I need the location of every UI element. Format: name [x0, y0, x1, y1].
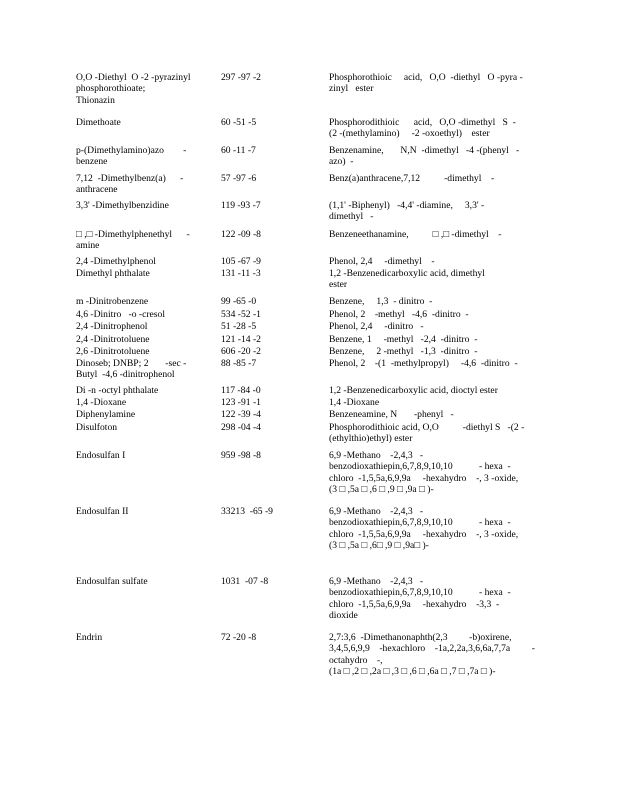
cas-number: 297 -97 -2: [221, 72, 261, 83]
chemical-synonym-line: Phenol, 2,4 -dimethyl -: [329, 256, 435, 267]
cas-number: 99 -65 -0: [221, 296, 257, 307]
chemical-synonym-line: 3,4,5,6,9,9 -hexachloro -1a,2,2a,3,6,6a,7,7a -: [329, 643, 535, 655]
chemical-synonym: [329, 145, 544, 168]
chemical-synonym-line: (ethylthio)ethyl) ester: [329, 433, 413, 445]
compound-name: [76, 72, 216, 106]
chemical-synonym: [329, 321, 544, 332]
chemical-synonym: [329, 450, 544, 496]
compound-name: [76, 200, 216, 211]
compound-name: [76, 422, 216, 433]
compound-name-line: Dinoseb; DNBP; 2 -sec -: [76, 358, 187, 369]
chemical-synonym: [329, 72, 544, 95]
chemical-synonym-line: Benzene, 1 -methyl -2,4 -dinitro -: [329, 334, 478, 345]
compound-name-line: Dimethyl phthalate: [76, 268, 150, 279]
chemical-synonym: [329, 268, 544, 291]
chemical-synonym-line: 6,9 -Methano -2,4,3 -: [329, 576, 424, 587]
compound-name-line: Dimethoate: [76, 117, 121, 128]
compound-name-line: Thionazin: [76, 94, 115, 106]
compound-name: [76, 117, 216, 128]
compound-name: [76, 385, 216, 396]
cas-number: 119 -93 -7: [221, 200, 261, 211]
cas-number: 122 -09 -8: [221, 229, 261, 240]
compound-name-line: p-(Dimethylamino)azo -: [76, 145, 187, 156]
chemical-synonym-line: Benz(a)anthracene,7,12 -dimethyl -: [329, 173, 495, 184]
compound-name: [76, 397, 216, 408]
compound-name-line: Butyl -4,6 -dinitrophenol: [76, 369, 175, 381]
chemical-synonym-line: benzodioxathiepin,6,7,8,9,10,10 - hexa -: [329, 517, 511, 529]
compound-name-line: Endrin: [76, 632, 103, 643]
compound-name-line: 1,4 -Dioxane: [76, 397, 127, 408]
compound-name: [76, 268, 216, 279]
cas-number: 60 -11 -7: [221, 145, 256, 156]
compound-name: [76, 321, 216, 332]
chemical-synonym: [329, 200, 544, 223]
cas-number: 72 -20 -8: [221, 632, 257, 643]
compound-name: [76, 506, 216, 517]
chemical-synonym: [329, 409, 544, 420]
chemical-synonym-line: Phenol, 2 -methyl -4,6 -dinitro -: [329, 309, 469, 320]
chemical-synonym: [329, 422, 544, 445]
cas-number: 33213 -65 -9: [221, 506, 273, 517]
compound-name-line: 2,4 -Dinitrotoluene: [76, 334, 150, 345]
chemical-synonym-line: ester: [329, 279, 348, 291]
compound-name: [76, 576, 216, 587]
chemical-synonym-line: Phenol, 2,4 -dinitro -: [329, 321, 424, 332]
chemical-synonym-line: Phosphorodithioic acid, O,O -dimethyl S -: [329, 117, 516, 128]
chemical-synonym-line: zinyl ester: [329, 83, 374, 95]
chemical-synonym-line: (3 □ ,5a □ ,6□ ,9 □ ,9a□ )-: [329, 540, 429, 552]
compound-name-line: Diphenylamine: [76, 409, 136, 420]
chemical-synonym-line: (3 □ ,5a □ ,6 □ ,9 □ ,9a □ )-: [329, 484, 434, 496]
cas-number: 1031 -07 -8: [221, 576, 269, 587]
compound-name: [76, 346, 216, 357]
chemical-synonym: [329, 173, 544, 184]
chemical-synonym-line: Benzene, 1,3 - dinitro -: [329, 296, 433, 307]
chemical-synonym-line: Phenol, 2 -(1 -methylpropyl) -4,6 -dinitro -: [329, 358, 518, 369]
compound-name: [76, 173, 216, 196]
chemical-synonym-line: Benzene, 2 -methyl -1,3 -dinitro -: [329, 346, 478, 357]
chemical-synonym-line: 1,4 -Dioxane: [329, 397, 380, 408]
compound-name-line: benzene: [76, 156, 108, 168]
chemical-synonym: [329, 256, 544, 267]
chemical-synonym: [329, 334, 544, 345]
compound-name-line: Endosulfan sulfate: [76, 576, 148, 587]
cas-number: 534 -52 -1: [221, 309, 261, 320]
chemical-synonym: [329, 229, 544, 240]
chemical-synonym-line: 6,9 -Methano -2,4,3 -: [329, 506, 424, 517]
compound-name: [76, 358, 216, 381]
chemical-synonym: [329, 309, 544, 320]
compound-name-line: 7,12 -Dimethylbenz(a) -: [76, 173, 184, 184]
chemical-synonym: [329, 296, 544, 307]
compound-name: [76, 334, 216, 345]
cas-number: 121 -14 -2: [221, 334, 261, 345]
chemical-synonym-line: 2,7:3,6 -Dimethanonaphth(2,3 -b)oxirene,: [329, 632, 512, 643]
chemical-synonym-line: azo) -: [329, 156, 354, 168]
compound-name-line: 2,6 -Dinitrotoluene: [76, 346, 150, 357]
cas-number: 117 -84 -0: [221, 385, 261, 396]
cas-number: 122 -39 -4: [221, 409, 261, 420]
compound-name-line: 2,4 -Dimethylphenol: [76, 256, 156, 267]
chemical-synonym: [329, 632, 544, 678]
chemical-synonym: [329, 346, 544, 357]
compound-name-line: phosphorothioate;: [76, 83, 146, 95]
compound-name-line: m -Dinitrobenzene: [76, 296, 149, 307]
compound-name: [76, 296, 216, 307]
chemical-synonym-line: 6,9 -Methano -2,4,3 -: [329, 450, 424, 461]
compound-name-line: Endosulfan II: [76, 506, 129, 517]
cas-number: 57 -97 -6: [221, 173, 257, 184]
compound-name: [76, 229, 216, 252]
compound-name: [76, 632, 216, 643]
chemical-synonym-line: octahydro -,: [329, 654, 383, 666]
chemical-synonym-line: (2 -(methylamino) -2 -oxoethyl) ester: [329, 128, 490, 140]
compound-name: [76, 256, 216, 267]
compound-name: [76, 309, 216, 320]
compound-name-line: 2,4 -Dinitrophenol: [76, 321, 148, 332]
chemical-synonym-line: Benzeneethanamine, □ ,□ -dimethyl -: [329, 229, 502, 240]
cas-number: 88 -85 -7: [221, 358, 257, 369]
cas-number: 131 -11 -3: [221, 268, 261, 279]
compound-name-line: 3,3' -Dimethylbenzidine: [76, 200, 169, 211]
chemical-synonym-line: (1a □ ,2 □ ,2a □ ,3 □ ,6 □ ,6a □ ,7 □ ,7a □ )-: [329, 666, 496, 678]
chemical-synonym-line: Phosphorothioic acid, O,O -diethyl O -pyra -: [329, 72, 523, 83]
compound-name: [76, 145, 216, 168]
chemical-synonym-line: chloro -1,5,5a,6,9,9a -hexahydro -, 3 -oxide,: [329, 528, 519, 540]
cas-number: 51 -28 -5: [221, 321, 257, 332]
cas-number: 60 -51 -5: [221, 117, 257, 128]
compound-name-line: Endosulfan I: [76, 450, 126, 461]
chemical-synonym: [329, 506, 544, 552]
chemical-synonym: [329, 397, 544, 408]
chemical-synonym-line: 1,2 -Benzenedicarboxylic acid, dioctyl ester: [329, 385, 498, 396]
compound-name-line: anthracene: [76, 184, 118, 196]
cas-number: 105 -67 -9: [221, 256, 261, 267]
compound-name-line: Disulfoton: [76, 422, 118, 433]
chemical-synonym-line: chloro -1,5,5a,6,9,9a -hexahydro -3,3 -: [329, 598, 500, 610]
compound-name-line: Di -n -octyl phthalate: [76, 385, 159, 396]
chemical-synonym-line: chloro -1,5,5a,6,9,9a -hexahydro -, 3 -oxide,: [329, 472, 519, 484]
cas-number: 606 -20 -2: [221, 346, 261, 357]
compound-name-line: amine: [76, 240, 100, 252]
cas-number: 123 -91 -1: [221, 397, 261, 408]
chemical-synonym-line: Benzenamine, N,N -dimethyl -4 -(phenyl -: [329, 145, 520, 156]
chemical-synonym-line: (1,1' -Biphenyl) -4,4' -diamine, 3,3' -: [329, 200, 485, 211]
cas-number: 298 -04 -4: [221, 422, 261, 433]
compound-name: [76, 450, 216, 461]
compound-name-line: 4,6 -Dinitro -o -cresol: [76, 309, 165, 320]
compound-name-line: O,O -Diethyl O -2 -pyrazinyl: [76, 72, 191, 83]
chemical-synonym-line: benzodioxathiepin,6,7,8,9,10,10 - hexa -: [329, 587, 511, 599]
chemical-synonym-line: dimethyl -: [329, 211, 374, 223]
chemical-synonym: [329, 576, 544, 622]
compound-name-line: □ ,□ -Dimethylphenethyl -: [76, 229, 190, 240]
cas-number: 959 -98 -8: [221, 450, 261, 461]
chemical-synonym-line: dioxide: [329, 610, 358, 622]
chemical-synonym-line: Phosphorodithioic acid, O,O -diethyl S -(2 -: [329, 422, 525, 433]
chemical-synonym-line: Benzeneamine, N -phenyl -: [329, 409, 454, 420]
chemical-synonym: [329, 117, 544, 140]
compound-name: [76, 409, 216, 420]
chemical-synonym-line: 1,2 -Benzenedicarboxylic acid, dimethyl: [329, 268, 485, 279]
chemical-synonym-line: benzodioxathiepin,6,7,8,9,10,10 - hexa -: [329, 461, 511, 473]
chemical-synonym: [329, 358, 544, 369]
chemical-synonym: [329, 385, 544, 396]
